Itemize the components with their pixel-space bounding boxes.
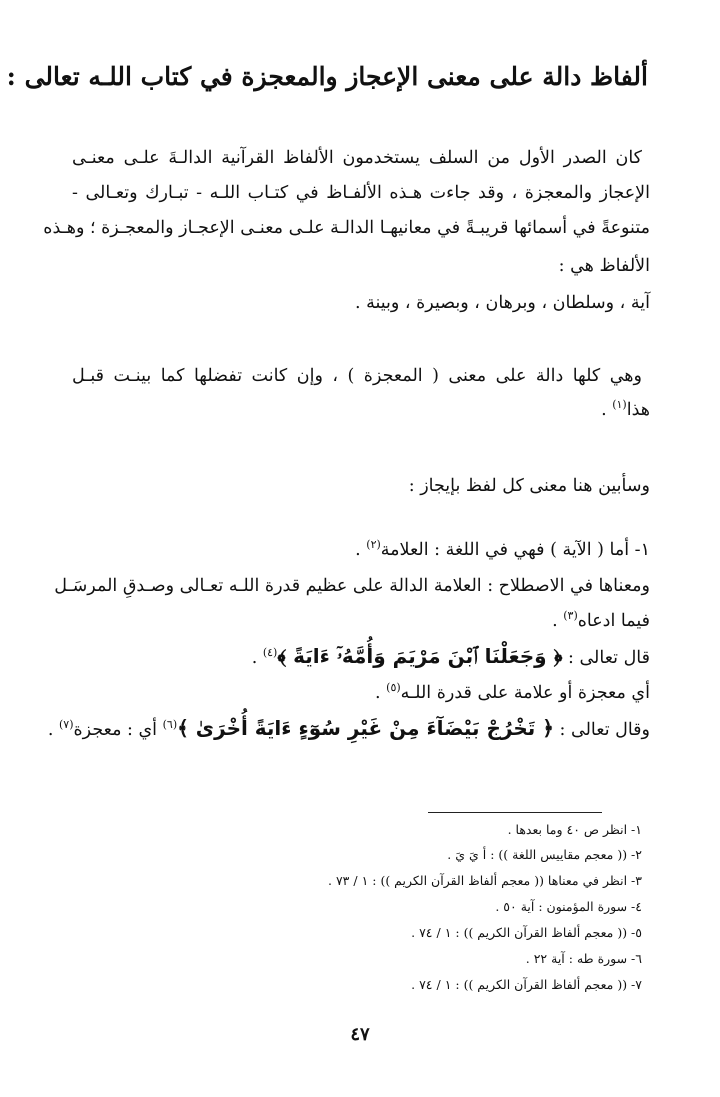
footnote-ref: (١) <box>612 398 627 412</box>
item1-line: ١- أما ( الآية ) فهي في اللغة : العلامة$^{(٢)}$ . <box>355 538 650 560</box>
para1-line2: الإعجاز والمعجزة ، وقد جاءت هـذه الألفـاظ في كتـاب اللـه - تبـارك وتعـالى - <box>72 183 650 203</box>
quote2-line: وقال تعالى : ﴿ تَخْرُجْ بَيْضَآءَ مِنْ غَيْرِ سُوٓءٍ ءَايَةً أُخْرَىٰ ﴾$^{(٦)}$ أي : معجزة$^{(٧)}$ . <box>47 716 650 740</box>
footnote-divider <box>428 812 602 813</box>
footnote-ref: (٦) <box>162 718 178 732</box>
footnote-ref: (٣) <box>563 609 578 623</box>
para2-text: هذا <box>626 400 650 420</box>
footnote-ref: (٧) <box>58 718 74 732</box>
quote2-ayah: ﴿ تَخْرُجْ بَيْضَآءَ مِنْ غَيْرِ سُوٓءٍ ءَايَةً أُخْرَىٰ ﴾ <box>177 716 554 740</box>
section-title: ألفاظ دالة على معنى الإعجاز والمعجزة في كتاب اللـه تعالى : <box>6 62 648 91</box>
footnote-ref: (٢) <box>366 538 381 552</box>
para1-line3: متنوعةً في أسمائها قريبـةً في معانيهـا الدالـة علـى معنـى الإعجـاز والمعجـزة ؛ وهـذه <box>43 218 650 238</box>
footnote-ref: (٤) <box>262 646 278 660</box>
intro-line: وسأبين هنا معنى كل لفظ بإيجاز : <box>408 476 650 496</box>
footnote-7: ٧- (( معجم ألفاظ القرآن الكريم )) : ١ / ٧٤ . <box>411 977 642 992</box>
footnote-6: ٦- سورة طه : آية ٢٢ . <box>525 951 642 966</box>
item1-term-text: فيما ادعاه <box>577 611 650 631</box>
explain1-text: أي معجزة أو علامة على قدرة اللـه <box>400 683 650 703</box>
item1-term-line1: ومعناها في الاصطلاح : العلامة الدالة على عظيم قدرة اللـه تعـالى وصـدقِ المرسَـل <box>54 576 650 596</box>
quote2-lead: وقال تعالى : <box>553 720 650 740</box>
quote1-ayah: ﴿ وَجَعَلْنَا ٱبْنَ مَرْيَمَ وَأُمَّهُۥٓ ءَايَةً ﴾ <box>277 644 563 668</box>
para1-line4: الألفاظ هي : <box>558 256 650 276</box>
footnote-3: ٣- انظر في معناها (( معجم ألفاظ القرآن الكريم )) : ١ / ٧٣ . <box>328 873 642 888</box>
quote1-line: قال تعالى : ﴿ وَجَعَلْنَا ٱبْنَ مَرْيَمَ وَأُمَّهُۥٓ ءَايَةً ﴾$^{(٤)}$ . <box>251 644 650 668</box>
para2-line1: وهي كلها دالة على معنى ( المعجزة ) ، وإن كانت تفضلها كما بينـت قبـل <box>72 366 642 386</box>
explain1-line: أي معجزة أو علامة على قدرة اللـه$^{(٥)}$ . <box>375 681 650 703</box>
para2-line2: هذا$^{(١)}$ . <box>601 398 650 420</box>
quote2-explain: أي : معجزة <box>73 720 163 740</box>
item1-term-line2: فيما ادعاه$^{(٣)}$ . <box>552 609 650 631</box>
words-list: آية ، وسلطان ، وبرهان ، وبصيرة ، وبينة . <box>354 293 650 313</box>
page-number: ٤٧ <box>350 1024 370 1045</box>
footnote-1: ١- انظر ص ٤٠ وما بعدها . <box>507 822 642 837</box>
item1-text: ١- أما ( الآية ) فهي في اللغة : العلامة <box>380 540 650 560</box>
footnote-4: ٤- سورة المؤمنون : آية ٥٠ . <box>495 899 642 914</box>
footnote-2: ٢- (( معجم مقاييس اللغة )) : أ يَ يَ . <box>447 847 642 862</box>
footnote-5: ٥- (( معجم ألفاظ القرآن الكريم )) : ١ / ٧٤ . <box>411 925 642 940</box>
para1-line1: كان الصدر الأول من السلف يستخدمون الألفاظ القرآنية الدالـةَ علـى معنـى <box>72 148 642 168</box>
quote1-lead: قال تعالى : <box>562 648 650 668</box>
footnote-ref: (٥) <box>386 681 401 695</box>
